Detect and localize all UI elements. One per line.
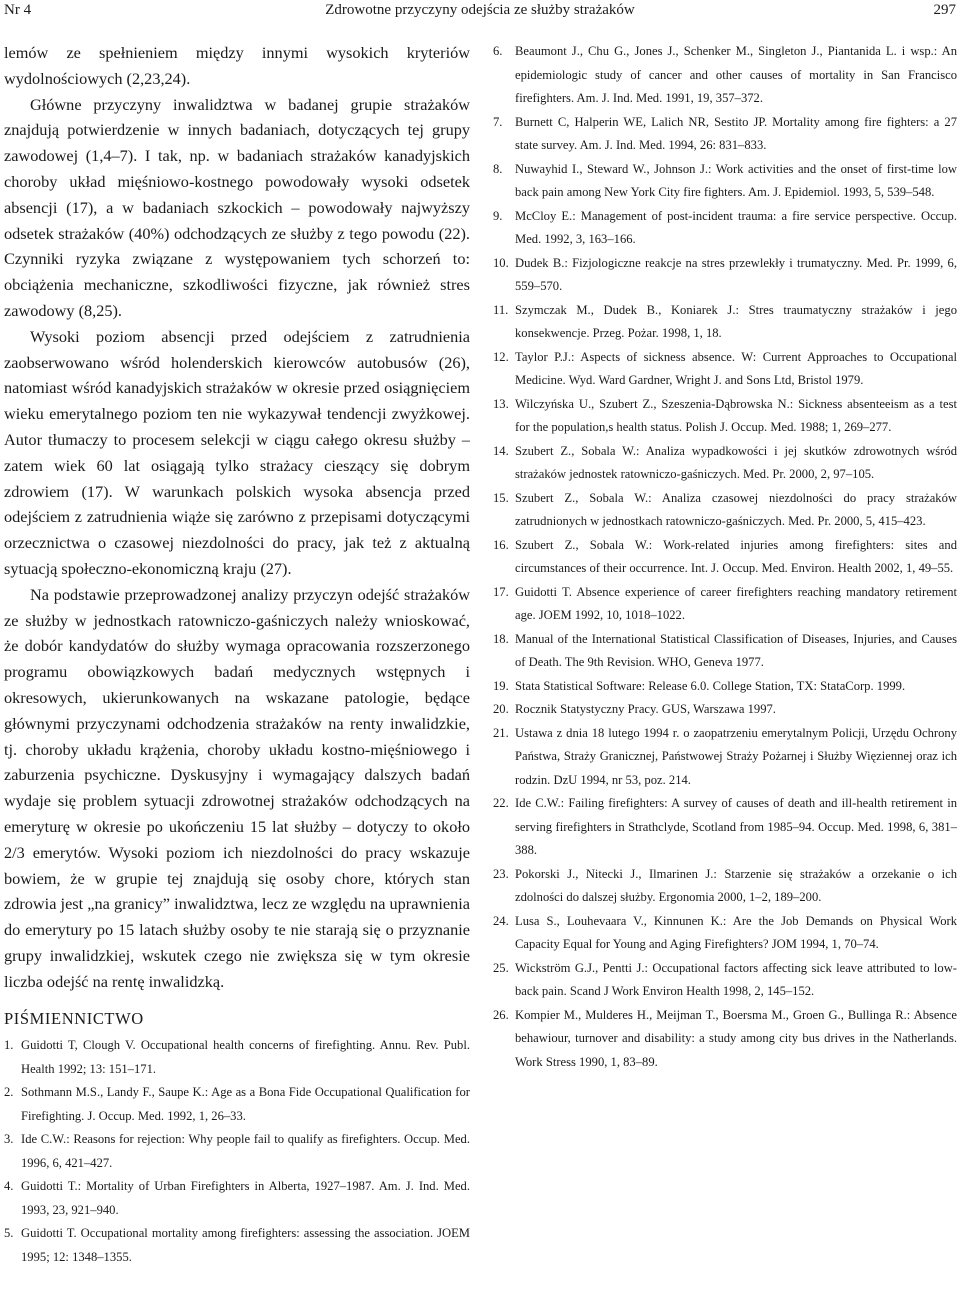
reference-item	[493, 158, 957, 205]
reference-item	[493, 346, 957, 393]
right-column	[493, 40, 957, 1314]
reference-text: Burnett C, Halperin WE, Lalich NR, Sestito JP. Mortality among fire fighters: a 27 state survey. Am. J. Ind. Med. 1994, 26: 831–833.	[515, 114, 957, 152]
reference-text: Ide C.W.: Reasons for rejection: Why people fail to qualify as firefighters. Occup. Med. 1996, 6, 421–427.	[21, 1132, 470, 1170]
reference-number: 21.	[493, 725, 509, 740]
reference-item	[493, 440, 957, 487]
article-body	[4, 40, 470, 994]
reference-item	[4, 1128, 470, 1175]
reference-item	[493, 957, 957, 1004]
reference-item	[493, 1004, 957, 1075]
reference-number: 22.	[493, 796, 509, 810]
reference-item	[493, 252, 957, 299]
reference-text: Stata Statistical Software: Release 6.0. College Station, TX: StataCorp. 1999.	[515, 678, 906, 693]
reference-text: Dudek B.: Fizjologiczne reakcje na stres przewlekły i trumatyczny. Med. Pr. 1999, 6, 559–570.	[515, 255, 957, 293]
running-header	[0, 0, 960, 22]
reference-item	[4, 1081, 470, 1128]
reference-item	[493, 534, 957, 581]
reference-number: 8.	[493, 161, 503, 176]
body-paragraph: Wysoki poziom absencji przed odejściem z zatrudnienia zaobserwowano wśród holenderskich kierowców autobusów (26), natomiast wśród kanadyjskich strażaków w okresie przed osiągnięciem wieku emerytalnego poziom ten nie wykazywał tendencji zwyżkowej. Autor tłumaczy to procesem selekcji w ciągu całego okresu służby – zatem wiek 60 lat osiągają tylko strażacy cieszący się dobrym zdrowiem (17). W warunkach polskich wysoka absencja przed odejściem z zatrudnienia wiąże się zarówno z przepisami dotyczącymi orzecznictwa o czasowej niezdolności do pracy, jak też z aktualną sytuacją społeczno-ekonomiczną kraju (27).	[4, 326, 470, 578]
left-column	[4, 40, 470, 1314]
reference-number: 14.	[493, 443, 509, 458]
reference-item	[493, 675, 957, 699]
reference-text: Manual of the International Statistical Classification of Diseases, Injuries, and Causes of Death. The 9th Revision. WHO, Geneva 1977.	[515, 631, 957, 669]
issue-number: Nr 4	[4, 2, 32, 18]
reference-text: Rocznik Statystyczny Pracy. GUS, Warszawa 1997.	[515, 702, 776, 716]
reference-item	[493, 299, 957, 346]
references-list-right	[493, 40, 957, 1074]
reference-text: Pokorski J., Nitecki J., Ilmarinen J.: Starzenie się strażaków a orzekanie o ich zdolności do dalszej służby. Ergonomia 2000, 1–2, 189–200.	[515, 866, 957, 904]
reference-number: 17.	[493, 584, 509, 599]
reference-item	[4, 1034, 470, 1081]
reference-item	[493, 111, 957, 158]
reference-item	[493, 863, 957, 910]
reference-number: 25.	[493, 960, 509, 975]
reference-text: Szubert Z., Sobala W.: Analiza czasowej niezdolności do pracy strażaków zatrudnionych w jednostkach ratowniczo-gaśniczych. Med. Pr. 2000, 5, 415–423.	[515, 490, 957, 528]
reference-number: 16.	[493, 537, 509, 552]
reference-item	[493, 792, 957, 863]
reference-text: Guidotti T. Occupational mortality among firefighters: assessing the association. JOEM 1995; 12: 1348–1355.	[21, 1226, 470, 1264]
reference-text: Szubert Z., Sobala W.: Work-related injuries among firefighters: sites and circumstances of their occurrence. Int. J. Occup. Med. Environ. Health 2002, 1, 49–55.	[515, 537, 957, 575]
reference-number: 19.	[493, 678, 509, 693]
reference-number: 5.	[4, 1226, 14, 1241]
reference-text: Ide C.W.: Failing firefighters: A survey of causes of death and ill-health retirement in serving firefighters in Strathclyde, Scotland from 1985–94. Occup. Med. 1998, 6, 381–388.	[515, 796, 957, 857]
reference-item	[493, 698, 957, 722]
reference-number: 11.	[493, 302, 509, 317]
reference-text: Beaumont J., Chu G., Jones J., Schenker M., Singleton J., Piantanida L. i wsp.: An epidemiologic study of cancer and other causes of mortality in San Francisco firefighters. Am. J. Ind. Med. 1991, 19, 357–372.	[515, 44, 957, 105]
reference-number: 10.	[493, 255, 509, 270]
body-paragraph: Na podstawie przeprowadzonej analizy przyczyn odejść strażaków ze służby w jednostkach ratowniczo-gaśniczych należy wnioskować, że dobór kandydatów do służby wymaga opracowania rozszerzonego programu obowiązkowych badań medycznych wstępnych i okresowych, ukierunkowanych na wskazane patologie, będące głównymi przyczynami odchodzenia strażaków na renty inwalidzkie, tj. choroby układu krążenia, choroby układu kostno-mięśniowego i zaburzenia psychiczne. Dyskusyjny i wymagający dalszych badań wydaje się problem sytuacji zdrowotnej strażaków odchodzących na emeryturę w okresie po ukończeniu 15 lat służby – dotyczy to około 2/3 emerytów. Wysoki poziom ich niezdolności do pracy wskazuje bowiem, że w grupie tej znajdują się osoby chore, których stan zdrowia jest „na granicy” inwalidztwa, lecz ze względu na uprawnienia do emerytury po 15 latach służby osoby te nie starają się o przyznanie grupy inwalidzkiej, wskutek czego nie zwiększa się w tym okresie liczba odejść na rentę inwalidzką.	[4, 584, 470, 991]
reference-number: 18.	[493, 631, 509, 646]
reference-text: Wickström G.J., Pentti J.: Occupational factors affecting sick leave attributed to low-back pain. Scand J Work Environ Health 1998, 2, 145–152.	[515, 960, 957, 998]
reference-number: 6.	[493, 44, 503, 58]
reference-text: Kompier M., Mulderes H., Meijman T., Boersma M., Groen G., Bullinga R.: Absence behawiour, turnover and disability: a study among city bus drives in the Natherlands. Work Stress 1990, 1, 83–89.	[515, 1007, 957, 1069]
reference-number: 2.	[4, 1085, 14, 1100]
reference-item	[493, 40, 957, 111]
reference-text: Sothmann M.S., Landy F., Saupe K.: Age as a Bona Fide Occupational Qualification for Firefighting. J. Occup. Med. 1992, 1, 26–33.	[21, 1085, 470, 1123]
reference-item	[493, 205, 957, 252]
reference-item	[4, 1222, 470, 1269]
reference-item	[493, 393, 957, 440]
reference-number: 23.	[493, 866, 509, 881]
reference-item	[4, 1175, 470, 1222]
reference-text: Lusa S., Louhevaara V., Kinnunen K.: Are the Job Demands on Physical Work Capacity Equal for Young and Aging Firefighters? JOM 1994, 1, 70–74.	[515, 913, 957, 951]
body-paragraph: lemów ze spełnieniem między innymi wysokich kryteriów wydolnościowych (2,23,24).	[4, 43, 470, 88]
reference-number: 12.	[493, 349, 509, 364]
reference-number: 7.	[493, 114, 503, 129]
reference-item	[493, 628, 957, 675]
reference-item	[493, 722, 957, 793]
reference-text: Nuwayhid I., Steward W., Johnson J.: Work activities and the onset of first-time low back pain among New York City fire fighters. Am. J. Epidemiol. 1993, 5, 539–548.	[515, 161, 957, 199]
reference-number: 20.	[493, 702, 509, 716]
reference-item	[493, 581, 957, 628]
page-number: 297	[933, 2, 956, 18]
reference-number: 9.	[493, 208, 503, 223]
references-list-left	[4, 1034, 470, 1269]
references-heading: PIŚMIENNICTWO	[4, 1009, 144, 1029]
reference-item	[493, 910, 957, 957]
reference-text: Taylor P.J.: Aspects of sickness absence. W: Current Approaches to Occupational Medicine. Wyd. Ward Gardner, Wright J. and Sons Ltd, Bristol 1979.	[515, 349, 957, 387]
reference-text: Ustawa z dnia 18 lutego 1994 r. o zaopatrzeniu emerytalnym Policji, Urzędu Ochrony Państwa, Straży Granicznej, Państwowej Straży Pożarnej i Służby Więziennej oraz ich rodzin. DzU 1994, nr 53, poz. 214.	[515, 725, 957, 787]
reference-text: Guidotti T.: Mortality of Urban Firefighters in Alberta, 1927–1987. Am. J. Ind. Med. 1993, 23, 921–940.	[21, 1179, 470, 1217]
reference-number: 4.	[4, 1179, 14, 1194]
reference-number: 3.	[4, 1132, 14, 1147]
reference-text: Guidotti T, Clough V. Occupational health concerns of firefighting. Annu. Rev. Publ. Health 1992; 13: 151–171.	[21, 1038, 470, 1076]
reference-number: 26.	[493, 1007, 509, 1022]
running-title: Zdrowotne przyczyny odejścia ze służby strażaków	[325, 2, 635, 18]
reference-number: 24.	[493, 913, 509, 928]
reference-text: Wilczyńska U., Szubert Z., Szeszenia-Dąbrowska N.: Sickness absenteeism as a test for the population,s health status. Polish J. Occup. Med. 1988; 1, 269–277.	[515, 396, 957, 434]
reference-number: 13.	[493, 396, 509, 411]
reference-number: 15.	[493, 490, 509, 505]
reference-item	[493, 487, 957, 534]
reference-number: 1.	[4, 1038, 14, 1053]
reference-text: Szymczak M., Dudek B., Koniarek J.: Stres traumatyczny strażaków i jego konsekwencje. Przeg. Pożar. 1998, 1, 18.	[515, 302, 957, 340]
reference-text: Szubert Z., Sobala W.: Analiza wypadkowości i jej skutków zdrowotnych wśród strażaków jednostek ratowniczo-gaśniczych. Med. Pr. 2000, 2, 97–105.	[515, 443, 957, 481]
reference-text: McCloy E.: Management of post-incident trauma: a fire service perspective. Occup. Med. 1992, 3, 163–166.	[515, 208, 957, 246]
body-paragraph: Główne przyczyny inwalidztwa w badanej grupie strażaków znajdują potwierdzenie w innych badaniach, dotyczących tej grupy zawodowej (1,4–7). I tak, np. w badaniach strażaków kanadyjskich choroby układ mięśniowo-kostnego powodowały wysoki odsetek absencji (17), a w badaniach szkockich – powodowały najwyższy odsetek strażaków (40%) odchodzących ze służby z tego powodu (22). Czynniki ryzyka związane z występowaniem tych schorzeń to: obciążenia mechaniczne, szkodliwości fizyczne, jak również stres zawodowy (8,25).	[4, 94, 470, 320]
reference-text: Guidotti T. Absence experience of career firefighters reaching mandatory retirement age. JOEM 1992, 10, 1018–1022.	[515, 584, 957, 622]
